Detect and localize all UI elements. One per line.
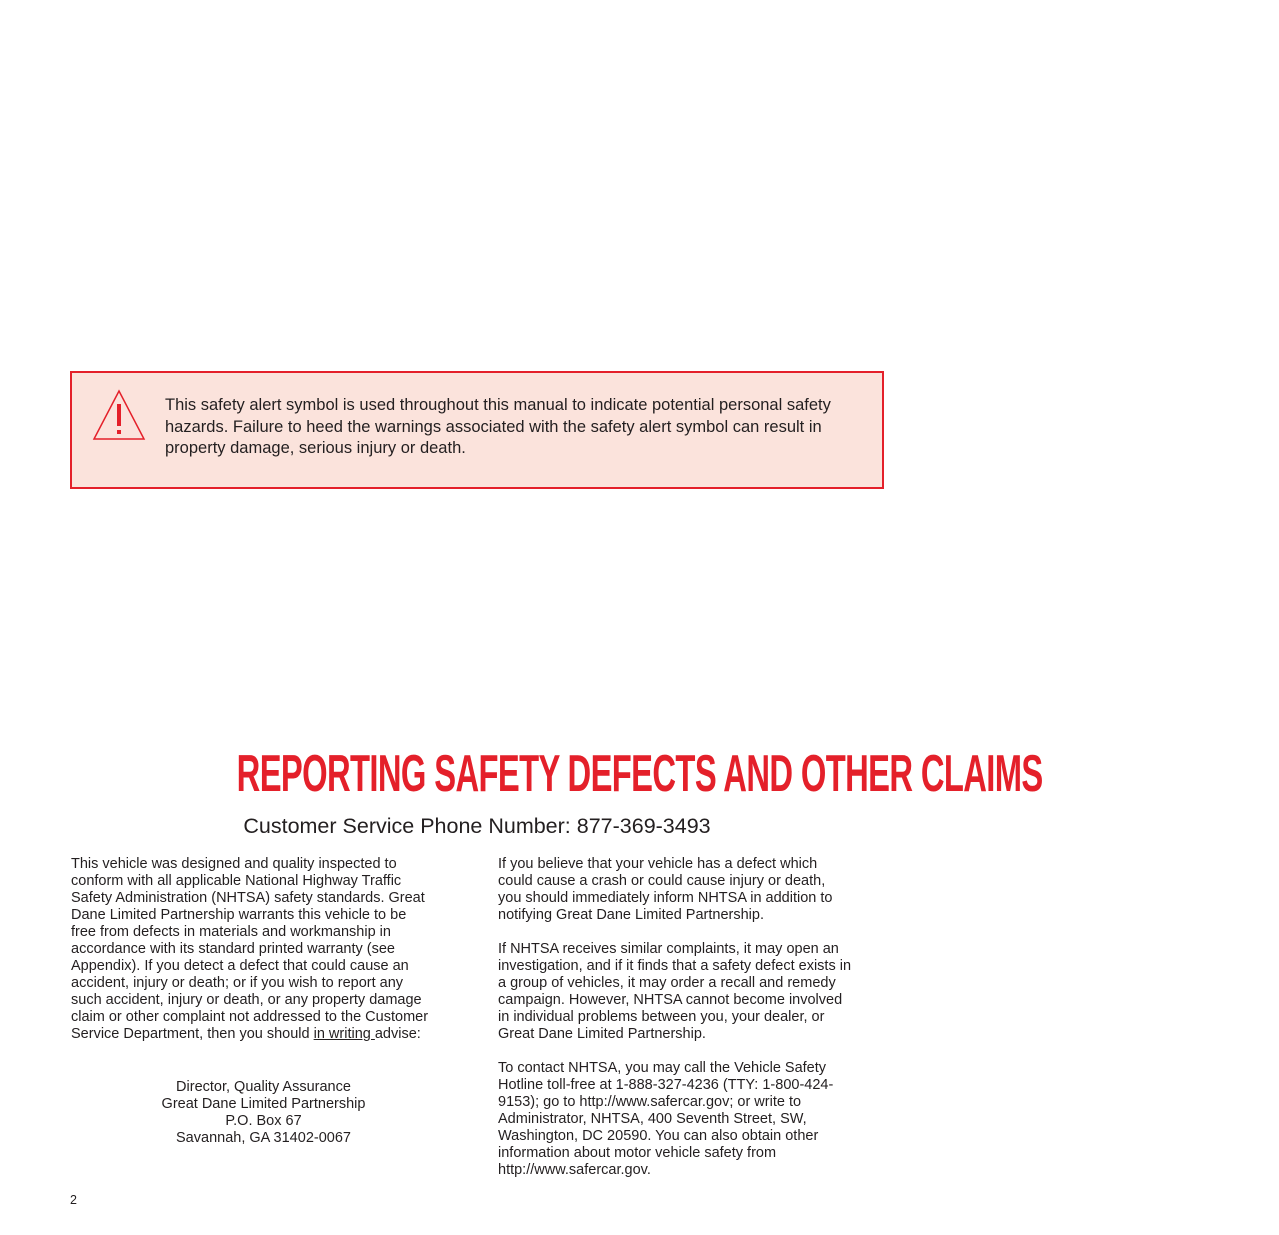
advise-text: advise: (374, 1026, 421, 1042)
warranty-text: This vehicle was designed and quality inspected to conform with all applicable National Highway Traffic Safety Administration (NHTSA) safety standards. Great Dane Limited Partnership warrants this vehicle to be free from defects in materials and workmanship in accordance with its standard printed warranty (see Appendix). If you detect a defect that could cause an accident, injury or death; or if you wish to report any such accident, injury or death, or any property damage claim or other complaint not addressed to the Customer Service Department, then you should (71, 856, 429, 1042)
in-writing-text: in writing (313, 1026, 375, 1042)
address-line-2: Great Dane Limited Partnership (161, 1096, 366, 1112)
right-column (498, 856, 898, 1179)
mailing-address (71, 1079, 456, 1147)
section-heading-text: REPORTING SAFETY DEFECTS AND OTHER CLAIMS (236, 745, 1043, 803)
section-heading (0, 744, 1043, 804)
defect-paragraph: If you believe that your vehicle has a defect which could cause a crash or could cause injury or death, you should immediately inform NHTSA in addition to notifying Great Dane Limited Partnership. (498, 856, 833, 923)
safety-alert-box (70, 371, 884, 489)
nhtsa-contact-paragraph: To contact NHTSA, you may call the Vehicle Safety Hotline toll-free at 1-888-327-4236 (TTY: 1-800-424- 9153); go to http://www.safercar.gov; or write to Administrator, NHTSA, 400 Seventh Street, SW, Washington, DC 20590. You can also obtain other information about motor vehicle safety from http://www.safercar.gov. (498, 1060, 834, 1178)
safety-alert-text: This safety alert symbol is used throughout this manual to indicate potential personal safety hazards. Failure to heed the warnings associated with the safety alert symbol can result in property damage, serious injury or death. (165, 396, 831, 457)
warranty-paragraph (71, 856, 471, 1043)
address-line-3: P.O. Box 67 (225, 1113, 302, 1129)
left-column (71, 856, 471, 1043)
customer-service-phone: Customer Service Phone Number: 877-369-3493 (243, 814, 711, 838)
page-number: 2 (70, 1193, 77, 1207)
address-line-4: Savannah, GA 31402-0067 (176, 1130, 351, 1146)
address-line-1: Director, Quality Assurance (176, 1079, 351, 1095)
nhtsa-complaints-paragraph: If NHTSA receives similar complaints, it may open an investigation, and if it finds that a safety defect exists in a group of vehicles, it may order a recall and remedy campaign. However, NHTSA cannot become involved in individual problems between you, your dealer, or Great Dane Limited Partnership. (498, 941, 852, 1042)
warning-triangle-icon (92, 389, 146, 441)
